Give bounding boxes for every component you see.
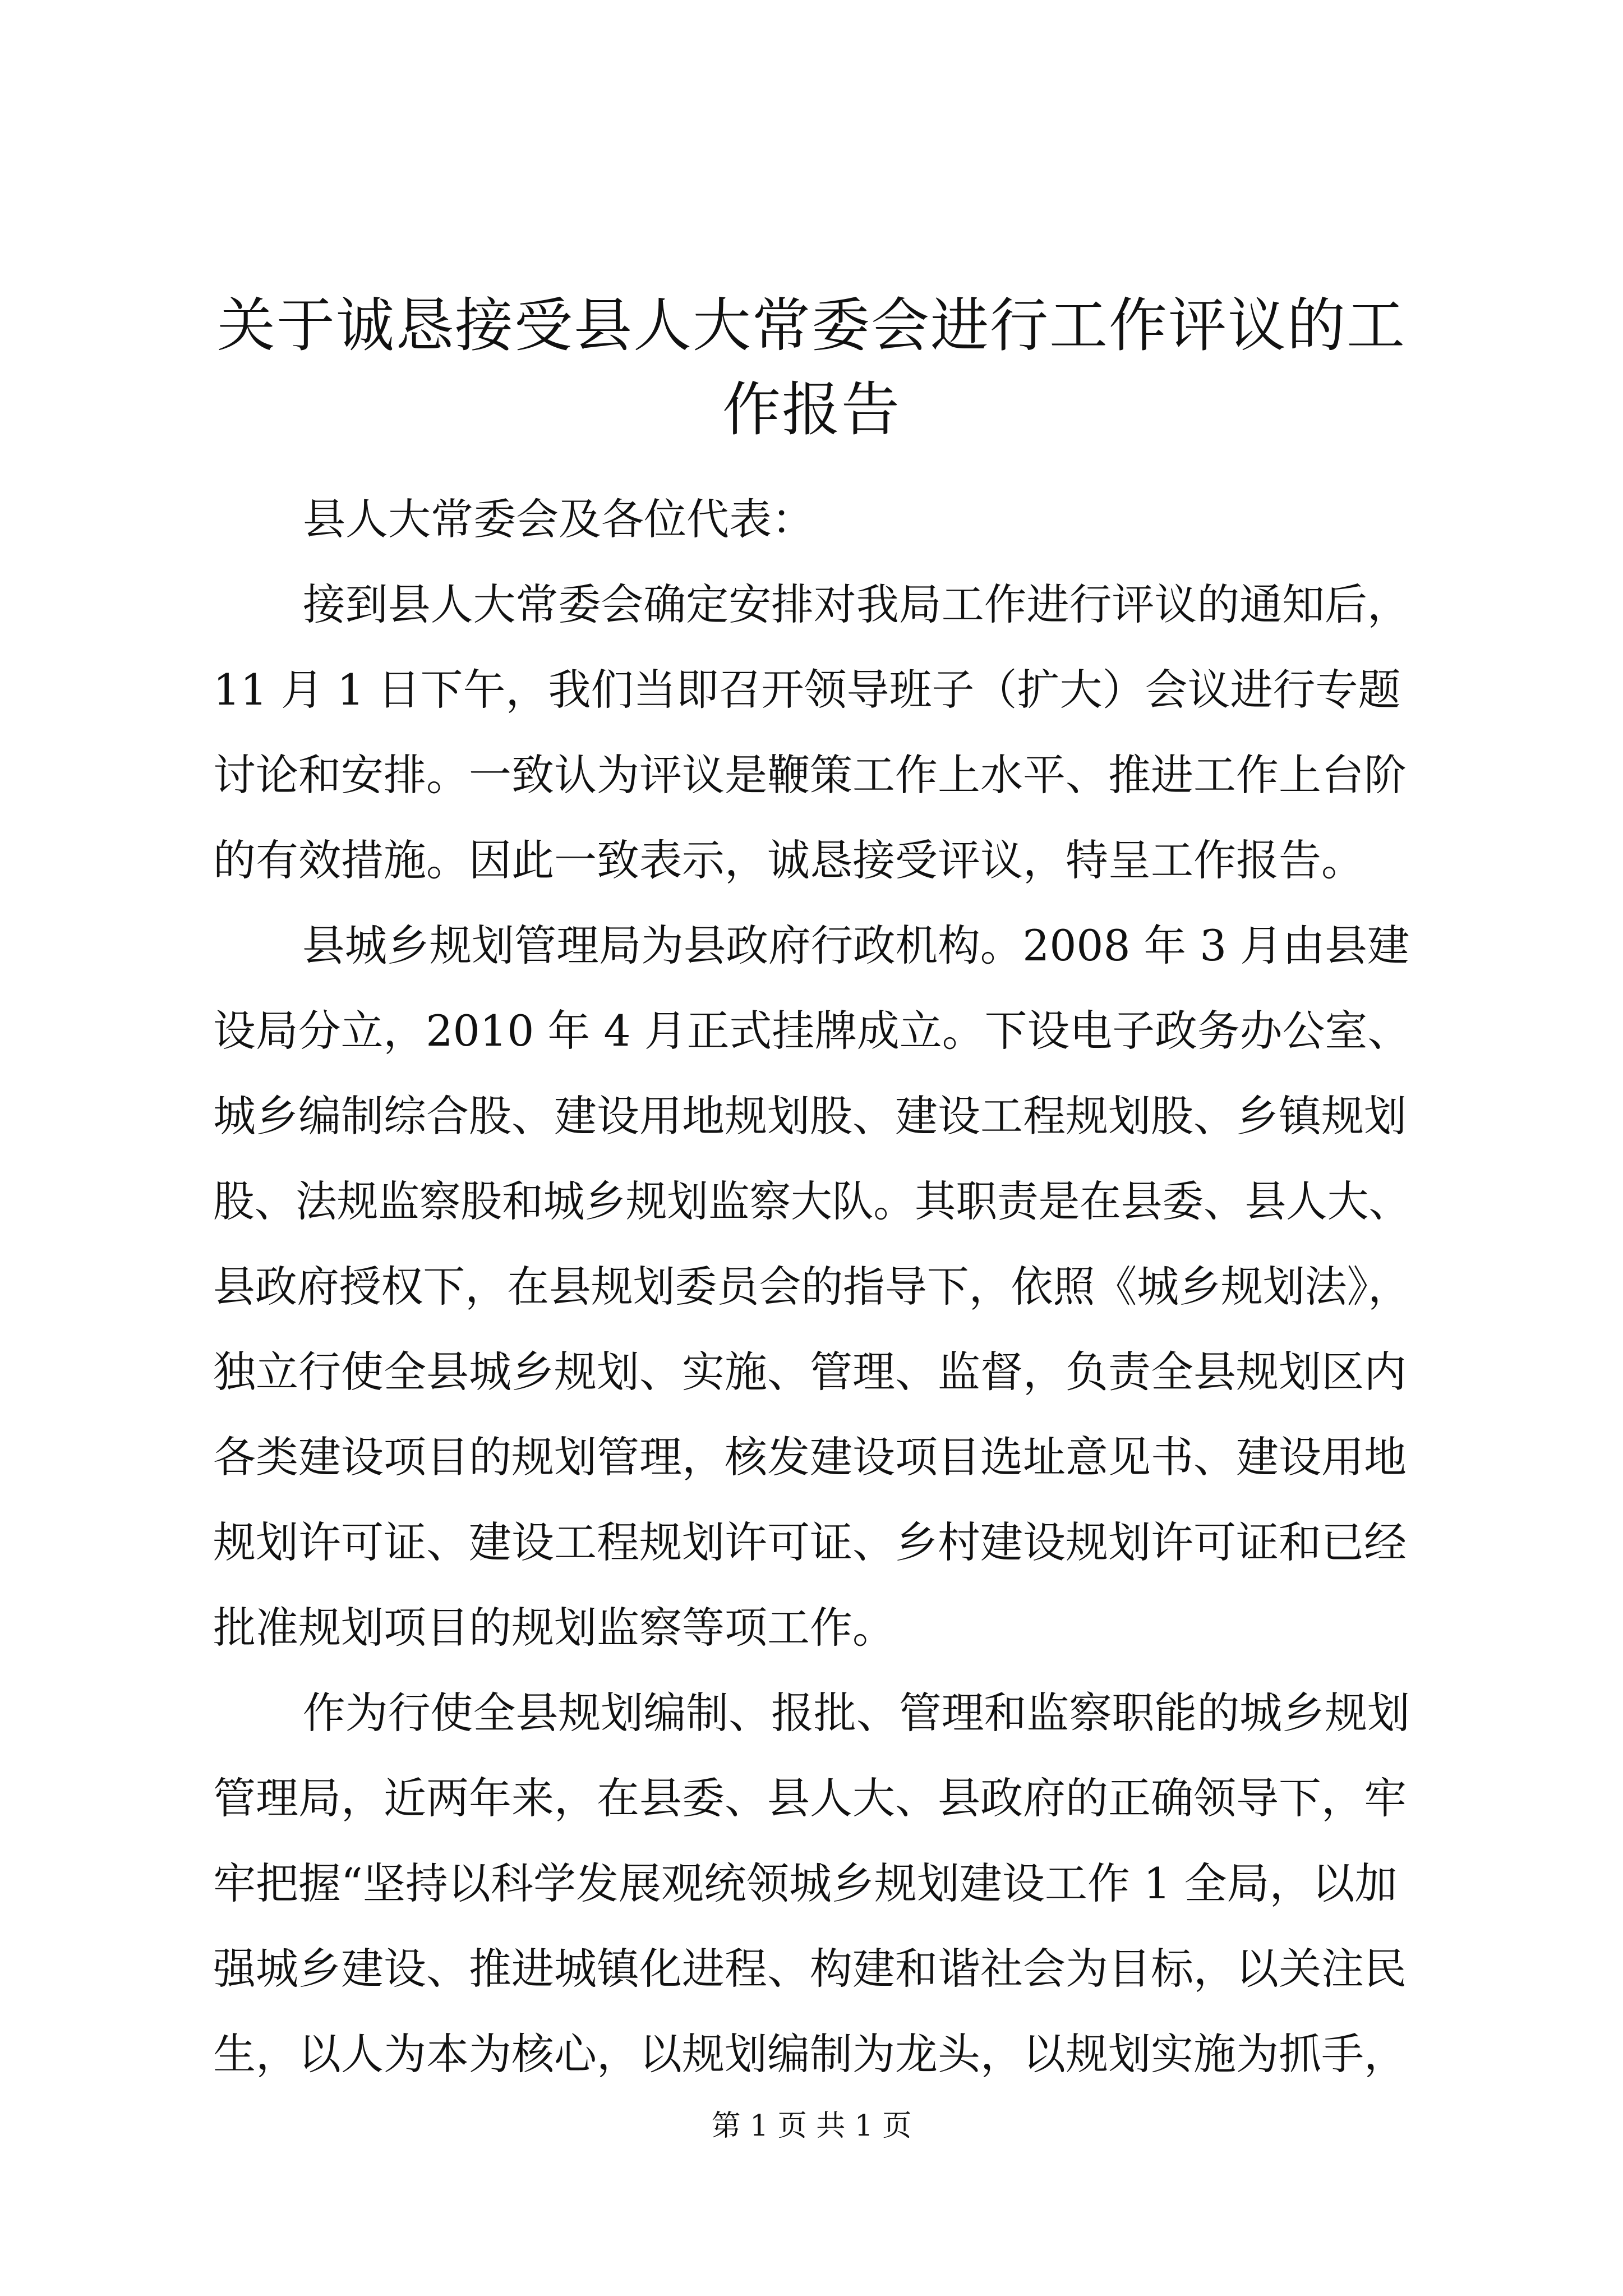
paragraph-line: 牢把握“坚持以科学发展观统领城乡规划建设工作 1 全局，以加 bbox=[213, 1858, 1398, 1908]
paragraph-line: 管理局，近两年来，在县委、县人大、县政府的正确领导下，牢 bbox=[213, 1773, 1407, 1823]
document-body bbox=[213, 477, 1410, 2097]
paragraph-line: 作为行使全县规划编制、报批、管理和监察职能的城乡规划 bbox=[302, 1688, 1410, 1738]
page-footer: 第 1 页 共 1 页 bbox=[711, 2109, 912, 2143]
document-title bbox=[213, 283, 1410, 452]
paragraph-line: 接到县人大常委会确定安排对我局工作进行评议的通知后， bbox=[302, 579, 1410, 629]
paragraph-line: 批准规划项目的规划监察等项工作。 bbox=[213, 1603, 895, 1653]
paragraph-line: 县城乡规划管理局为县政府行政机构。2008 年 3 月由县建 bbox=[302, 921, 1410, 970]
paragraph-line: 独立行使全县城乡规划、实施、管理、监督，负责全县规划区内 bbox=[213, 1347, 1407, 1397]
paragraph-line: 各类建设项目的规划管理，核发建设项目选址意见书、建设用地 bbox=[213, 1432, 1407, 1482]
title-line-1: 关于诚恳接受县人大常委会进行工作评议的工 bbox=[216, 291, 1406, 360]
paragraph-line: 城乡编制综合股、建设用地规划股、建设工程规划股、乡镇规划 bbox=[213, 1091, 1407, 1141]
paragraph-line: 强城乡建设、推进城镇化进程、构建和谐社会为目标，以关注民 bbox=[213, 1944, 1407, 1994]
paragraph-line: 规划许可证、建设工程规划许可证、乡村建设规划许可证和已经 bbox=[213, 1517, 1407, 1567]
paragraph-line: 11 月 1 日下午，我们当即召开领导班子（扩大）会议进行专题 bbox=[213, 665, 1401, 715]
paragraph-line: 设局分立，2010 年 4 月正式挂牌成立。下设电子政务办公室、 bbox=[213, 1006, 1410, 1056]
paragraph-line: 的有效措施。因此一致表示，诚恳接受评议，特呈工作报告。 bbox=[213, 835, 1364, 885]
salutation-line: 县人大常委会及各位代表： bbox=[303, 494, 814, 544]
paragraph-line: 县政府授权下，在县规划委员会的指导下，依照《城乡规划法》， bbox=[213, 1262, 1410, 1312]
paragraph-line: 讨论和安排。一致认为评议是鞭策工作上水平、推进工作上台阶 bbox=[213, 750, 1407, 800]
paragraph-line: 股、法规监察股和城乡规划监察大队。其职责是在县委、县人大、 bbox=[213, 1176, 1410, 1226]
title-line-2: 作报告 bbox=[722, 375, 901, 444]
paragraph-line: 生，以人为本为核心，以规划编制为龙头，以规划实施为抓手， bbox=[213, 2029, 1407, 2079]
